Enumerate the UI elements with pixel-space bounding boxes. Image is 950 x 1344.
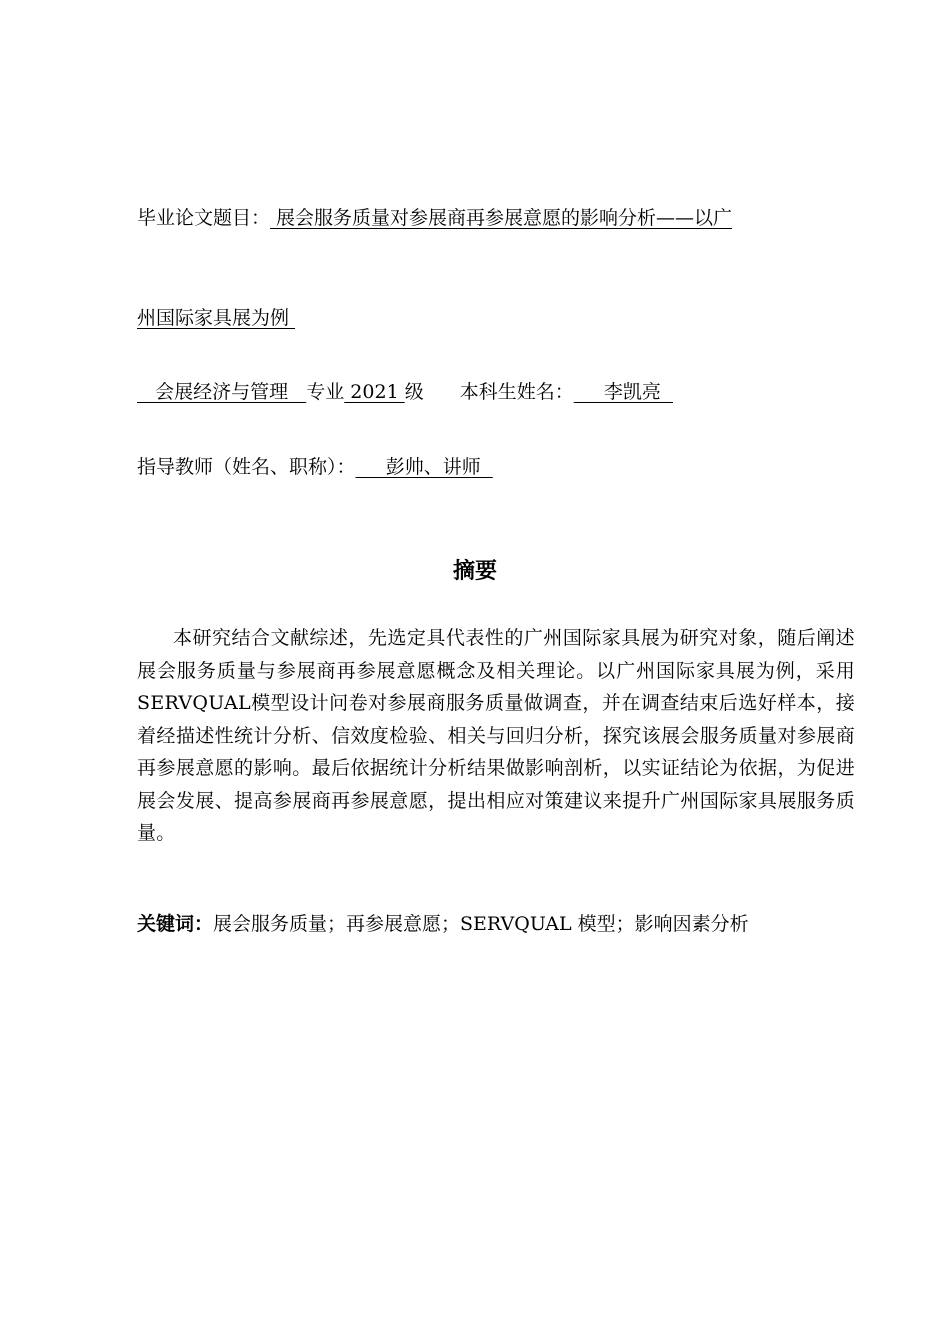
thesis-title-line-2 [137,306,295,330]
thesis-title-label: 毕业论文题目： [137,207,271,229]
advisor-value: 彭帅、讲师 [355,456,493,478]
student-name-label: 本科生姓名： [459,381,574,403]
student-name-value: 李凯亮 [573,381,674,403]
advisor-line [137,455,493,479]
thesis-title-value-part-2: 州国际家具展为例 [137,307,296,329]
grade-label: 级 [404,381,424,403]
keywords-line [137,911,749,937]
grade-value: 2021 [344,381,405,403]
major-label: 专业 [306,381,345,403]
thesis-title-line-1 [137,206,732,230]
student-info-line [137,380,673,404]
major-value: 会展经济与管理 [137,381,307,403]
keywords-label: 关键词： [137,913,214,935]
advisor-label: 指导教师（姓名、职称）： [137,456,356,478]
keywords-value: 展会服务质量；再参展意愿；SERVQUAL 模型；影响因素分析 [213,913,749,935]
abstract-heading: 摘要 [452,559,497,584]
abstract-body: 本研究结合文献综述，先选定具代表性的广州国际家具展为研究对象，随后阐述展会服务质量与参展商再参展意愿概念及相关理论。以广州国际家具展为例，采用SERVQUAL模型设计问卷对参展商服务质量做调查，并在调查结束后选好样本，接着经描述性统计分析、信效度检验、相关与回归分析，探究该展会服务质量对参展商再参展意愿的影响。最后依据统计分析结果做影响剖析，以实证结论为依据，为促进展会发展、提高参展商再参展意愿，提出相应对策建议来提升广州国际家具展服务质量。 [137,627,855,844]
thesis-title-value-part-1: 展会服务质量对参展商再参展意愿的影响分析——以广 [270,207,733,229]
